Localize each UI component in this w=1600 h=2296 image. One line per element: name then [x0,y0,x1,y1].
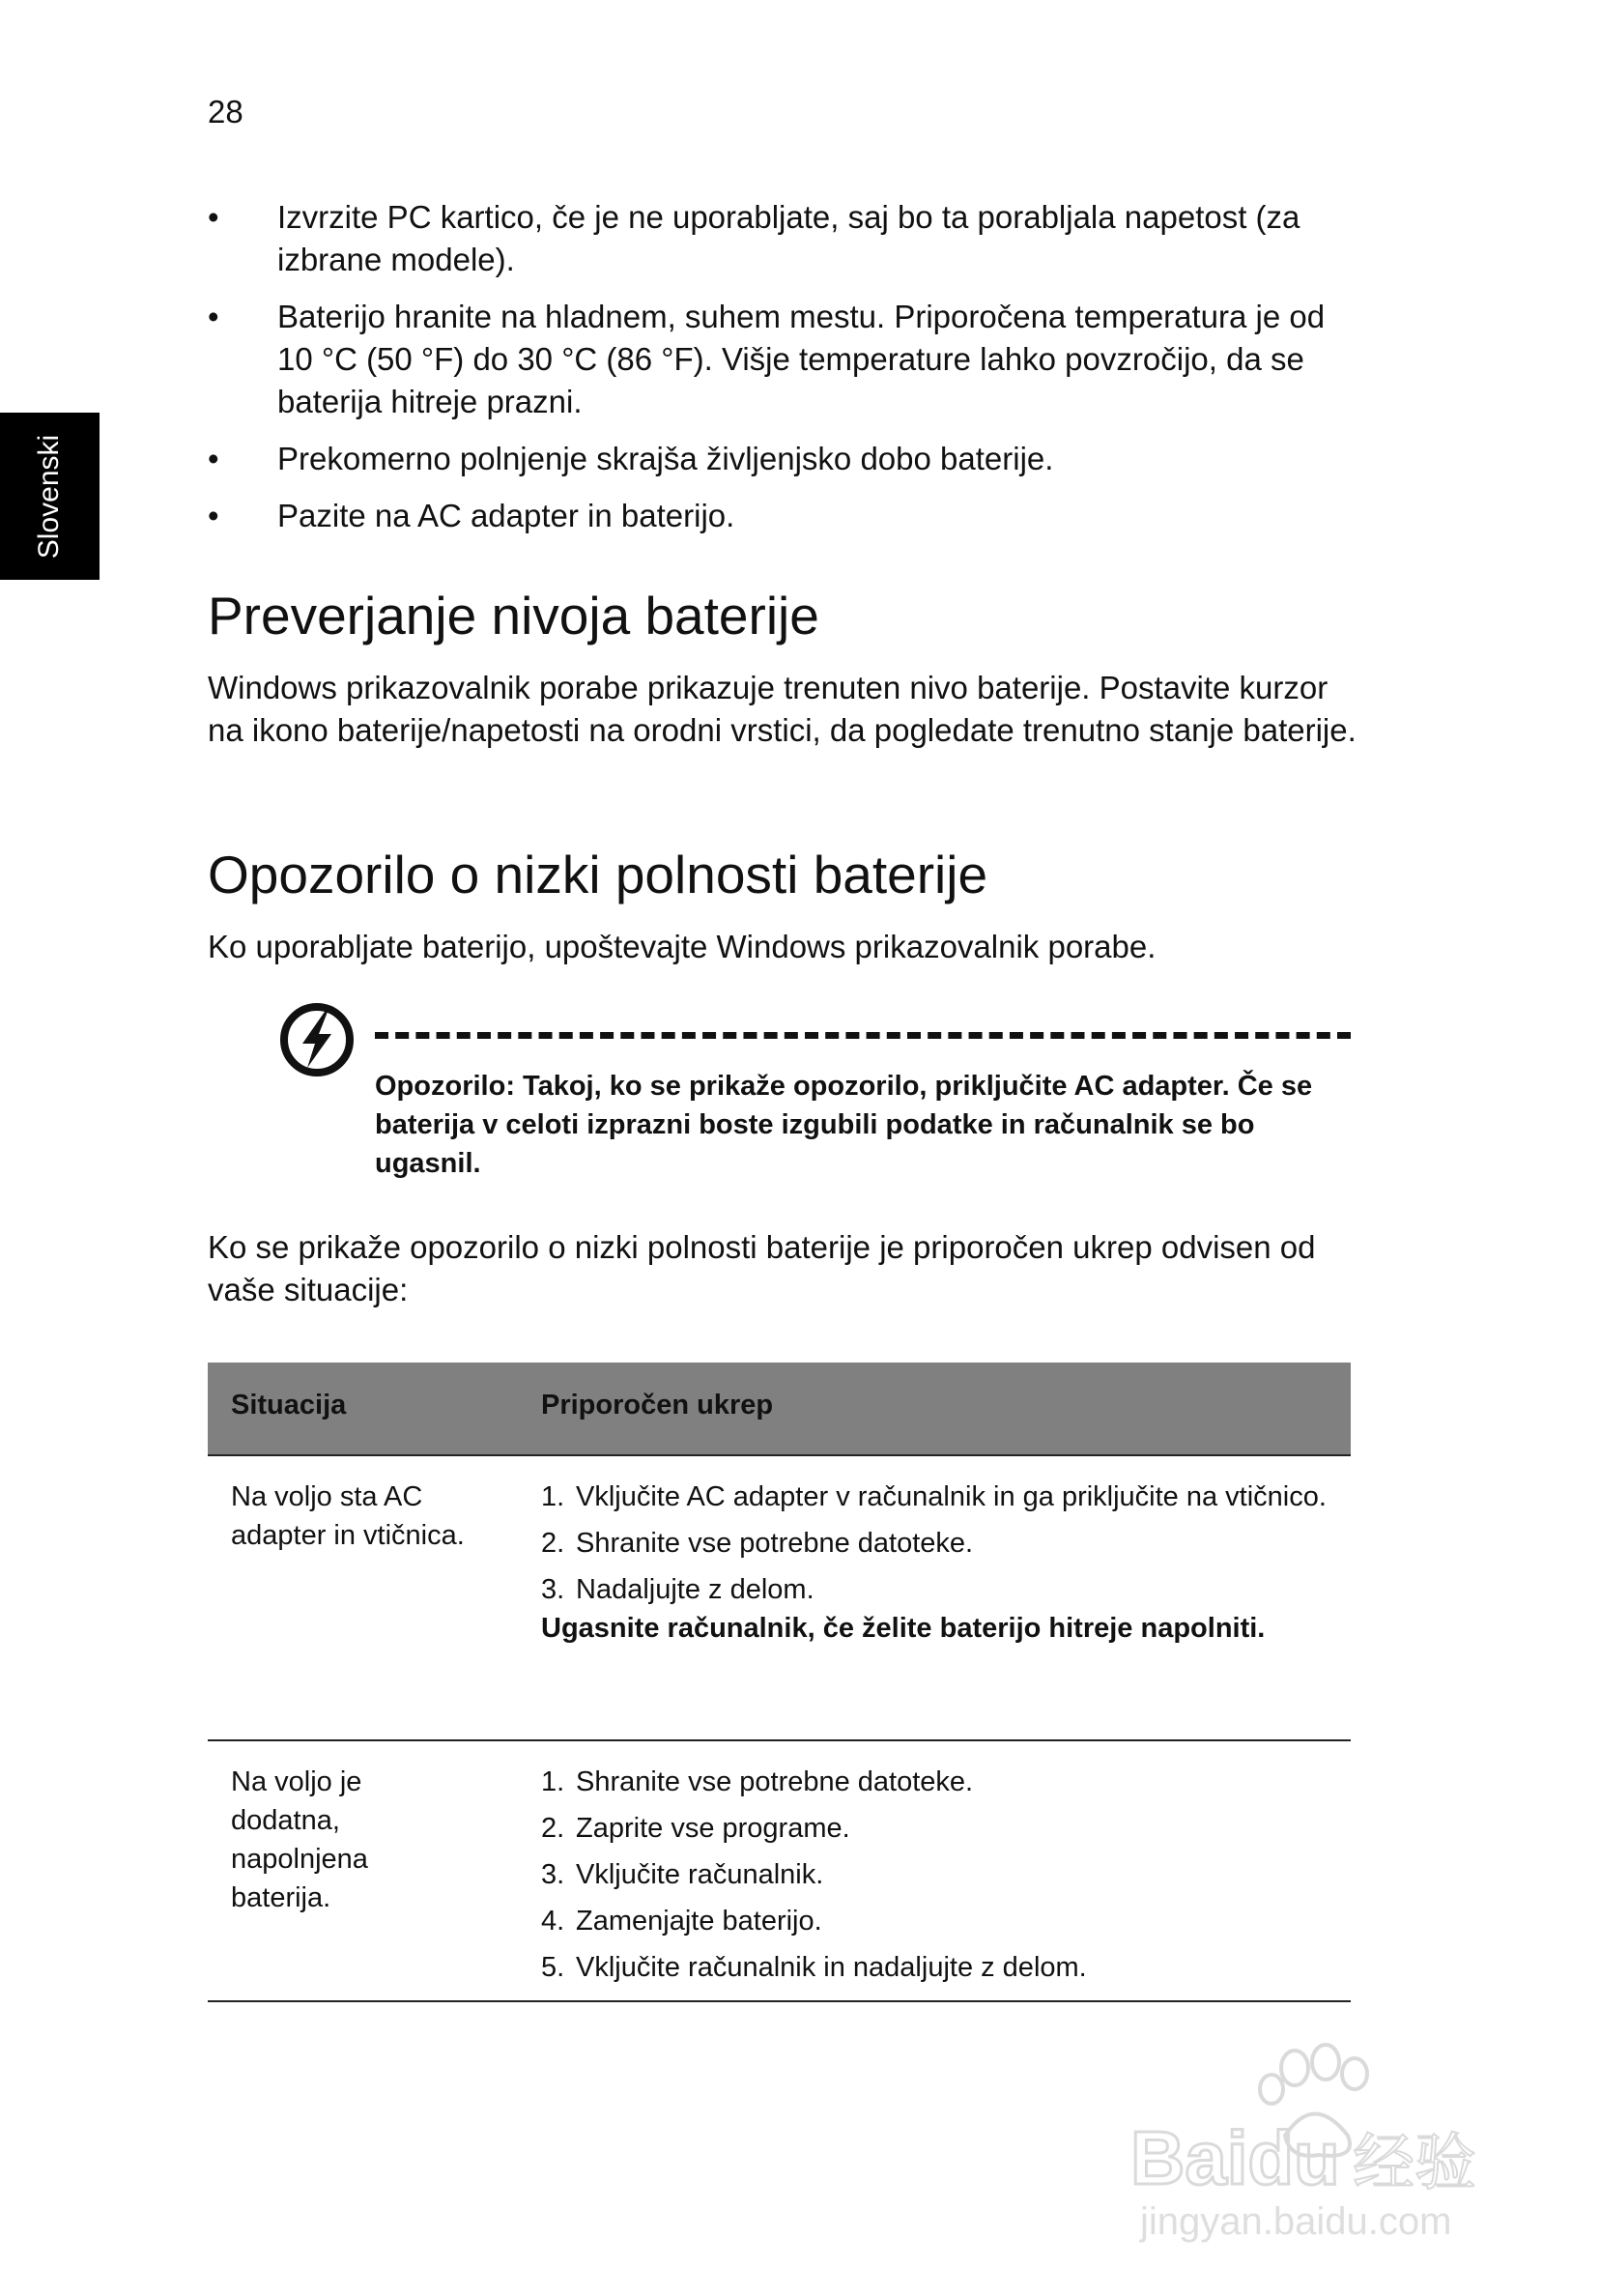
table-row [208,1456,1351,1741]
step-item: 2. Zaprite vse programe. [541,1813,850,1844]
warning-divider [375,1032,1351,1039]
warning-bolt-icon [277,1000,357,1079]
followup-text: Ko se prikaže opozorilo o nizki polnosti baterije je priporočen ukrep odvisen od vaše situacije: [208,1229,1316,1307]
step-item: 4. Zamenjajte baterijo. [541,1906,822,1937]
list-item: • Baterijo hranite na hladnem, suhem mestu. Priporočena temperatura je od 10 °C (50 °F) do 30 °C (86 °F). Višje temperature lahko povzročijo, da se baterija hitreje prazni. [208,296,1348,423]
baidu-watermark-logo [1111,2029,1517,2252]
step-item: 1. Vključite AC adapter v računalnik in ga priključite na vtičnico. [541,1481,1327,1512]
bullet-marker: • [208,299,219,334]
bullet-marker: • [208,498,219,533]
step-item: 3. Vključite računalnik. [541,1859,824,1890]
step-item: 5. Vključite računalnik in nadaljujte z delom. [541,1952,1087,1983]
header-action: Priporočen ukrep [541,1389,774,1421]
tips-bullet-list [208,196,1348,552]
step-item: 1. Shranite vse potrebne datoteke. [541,1766,974,1797]
section-heading-low-battery: Opozorilo o nizki polnosti baterije [208,845,988,904]
action-table [208,1363,1351,2002]
situation-cell: Na voljo je dodatna, napolnjena baterija. [231,1766,368,1913]
list-item: • Prekomerno polnjenje skrajša življenjsko dobo baterije. [208,438,1348,480]
charge-note: Ugasnite računalnik, če želite baterijo hitreje napolniti. [541,1613,1266,1644]
table-row [208,1741,1351,2002]
bullet-marker: • [208,441,219,476]
section-text-low-battery: Ko uporabljate baterijo, upoštevajte Windows prikazovalnik porabe. [208,929,1157,964]
section-text-battery-level: Windows prikazovalnik porabe prikazuje trenuten nivo baterije. Postavite kurzor na ikono baterije/napetosti na orodni vrstici, da pogledate trenutno stanje baterije. [208,670,1357,748]
page-number: 28 [208,94,243,129]
list-item: • Pazite na AC adapter in baterijo. [208,495,1348,537]
bullet-marker: • [208,199,219,235]
language-side-tab [0,413,100,580]
action-cell [541,1763,1333,1995]
situation-cell: Na voljo sta AC adapter in vtičnica. [231,1481,465,1551]
header-situation: Situacija [231,1389,347,1421]
step-item: 3. Nadaljujte z delom. [541,1574,814,1605]
table-header [208,1363,1351,1456]
step-item: 2. Shranite vse potrebne datoteke. [541,1528,974,1559]
watermark-url: jingyan.baidu.com [1140,2200,1452,2243]
section-heading-battery-level: Preverjanje nivoja baterije [208,586,819,646]
watermark-cn: 经验 [1353,2128,1476,2199]
side-tab-label: Slovenski [33,434,66,559]
watermark-brand: Baidu [1130,2115,1340,2200]
list-item: • Izvrzite PC kartico, če je ne uporabljate, saj bo ta porabljala napetost (za izbrane modele). [208,196,1348,281]
action-cell [541,1478,1333,1648]
warning-text: Opozorilo: Takoj, ko se prikaže opozorilo, priključite AC adapter. Če se baterija v celoti izprazni boste izgubili podatke in računalnik se bo ugasnil. [375,1071,1313,1179]
